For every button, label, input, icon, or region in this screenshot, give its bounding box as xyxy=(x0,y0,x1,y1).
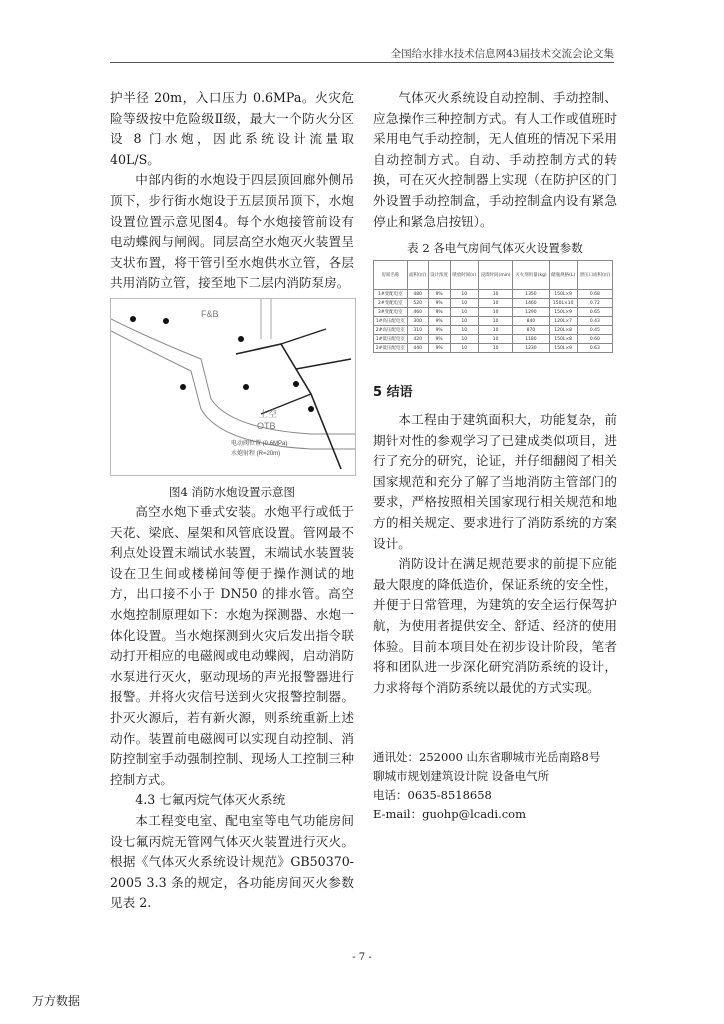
table-cell: 440 xyxy=(407,344,428,353)
table-cell: 9% xyxy=(428,344,450,353)
figure-caption: 图4 消防水炮设置示意图 xyxy=(169,485,295,499)
table-cell: 480 xyxy=(407,290,428,299)
table-cell: 2#低压配电室 xyxy=(374,344,408,353)
table-cell: 150L×9 xyxy=(549,308,577,317)
cannon-marker xyxy=(130,316,136,322)
paragraph: 本工程变电室、配电室等电气功能房间设七氟丙烷无管网气体灭火装置进行灭火。根据《气体灭火系统设计规范》GB50370-2005 3.3 条的规定，各功能房间灭火参数见表 2. xyxy=(110,812,354,911)
cannon-marker xyxy=(308,406,314,412)
right-column xyxy=(373,88,617,232)
table-cell: 2#高压配电室 xyxy=(374,326,408,335)
table-cell: 870 xyxy=(513,326,549,335)
table-cell: 0.60 xyxy=(577,335,612,344)
table-header: 浸渍时间(min) xyxy=(478,261,513,290)
table-header: 设计浓度 xyxy=(428,261,450,290)
section-title: 5 结语 xyxy=(373,385,413,400)
table-cell: 2#变配电室 xyxy=(374,299,408,308)
table-body xyxy=(374,290,613,353)
table-cell: 10 xyxy=(478,335,513,344)
contact-address: 通讯处：252000 山东省聊城市光岳南路8号 xyxy=(373,750,601,764)
subheading: 4.3 七氟丙烷气体灭火系统 xyxy=(135,792,286,808)
paragraph: 中部内街的水炮设于四层顶回廊外侧吊顶下，步行街水炮设于五层顶吊顶下，水炮设置位置示意见图4。每个水炮接管前设有电动蝶阀与闸阀。同层高空水炮灭火装置呈支状布置，将干管引至水炮供水立管，各层共用消防立管，接至地下二层内消防泵房。 xyxy=(110,172,354,291)
cannon-marker xyxy=(243,384,249,390)
table-cell: 1350 xyxy=(513,290,549,299)
table-cell: 10 xyxy=(450,335,478,344)
table-cell: 840 xyxy=(513,317,549,326)
table-cell: 1460 xyxy=(513,299,549,308)
watermark: 万方数据 xyxy=(32,994,81,1008)
parameter-table xyxy=(373,260,613,353)
table-cell: 1180 xyxy=(513,335,549,344)
legend-valve: 电动阀位置 (0.6MPa) xyxy=(231,441,288,447)
table-header: 储瓶规格(L) xyxy=(549,261,577,290)
table-row xyxy=(374,344,613,353)
journal-header: 全国给水排水技术信息网43届技术交流会论文集 xyxy=(390,48,614,60)
header-rule xyxy=(110,62,614,63)
label-upper: 上空 xyxy=(259,409,278,419)
table-cell: 9% xyxy=(428,299,450,308)
table-cell: 3#变配电室 xyxy=(374,308,408,317)
cannon-marker xyxy=(163,318,169,324)
table-cell: 9% xyxy=(428,290,450,299)
table-cell: 10 xyxy=(478,299,513,308)
table-cell: 9% xyxy=(428,326,450,335)
table-cell: 150L×9 xyxy=(549,344,577,353)
figure-water-cannon-layout xyxy=(110,298,356,476)
contact-org: 聊城市规划建筑设计院 设备电气所 xyxy=(373,769,550,783)
floor-plan-diagram xyxy=(111,299,355,475)
table-cell: 150L×10 xyxy=(549,299,577,308)
label-otb: OTB xyxy=(257,421,276,431)
page-number: - 7 - xyxy=(352,952,372,963)
wall-line xyxy=(261,299,271,339)
cannon-marker xyxy=(238,336,244,342)
author-contact xyxy=(373,748,623,824)
table-cell: 1#变配电室 xyxy=(374,290,408,299)
table-row xyxy=(374,326,613,335)
table-row xyxy=(374,290,613,299)
table-cell: 150L×8 xyxy=(549,335,577,344)
label-fb: F&B xyxy=(201,309,219,319)
conclusion-text xyxy=(373,410,617,698)
pipe-branch xyxy=(261,329,351,414)
table-header: 泄压口面积(㎡) xyxy=(577,261,612,290)
table-cell: 0.65 xyxy=(577,308,612,317)
table-row xyxy=(374,335,613,344)
table-cell: 10 xyxy=(450,344,478,353)
table-cell: 9% xyxy=(428,308,450,317)
legend-range: 水炮射程 (R=20m) xyxy=(231,451,281,457)
corridor-outline xyxy=(111,319,355,434)
table-header: 喷放时间(s) xyxy=(450,261,478,290)
paragraph: 消防设计在满足规范要求的前提下应能最大限度的降低造价，保证系统的安全性，并便于日常管理，为建筑的安全运行保驾护航，为使用者提供安全、舒适、经济的使用体验。目前本项目处在初步设计阶段，笔者将和团队进一步深化研究消防系统的设计，力求将每个消防系统以最优的方式实现。 xyxy=(373,556,617,695)
table-cell: 1290 xyxy=(513,308,549,317)
table-cell: 0.45 xyxy=(577,326,612,335)
table-cell: 300 xyxy=(407,317,428,326)
table-cell: 520 xyxy=(407,299,428,308)
table-cell: 1#低压配电室 xyxy=(374,335,408,344)
table-cell: 10 xyxy=(478,344,513,353)
table-row xyxy=(374,308,613,317)
table-cell: 120L×8 xyxy=(549,326,577,335)
cannon-marker xyxy=(180,384,186,390)
table-caption: 表 2 各电气房间气体灭火设置参数 xyxy=(407,241,583,255)
table-cell: 10 xyxy=(450,290,478,299)
table-cell: 10 xyxy=(450,317,478,326)
contact-email: E-mail：guohp@lcadi.com xyxy=(373,807,527,821)
table-cell: 10 xyxy=(450,308,478,317)
table-cell: 1230 xyxy=(513,344,549,353)
table-cell: 0.68 xyxy=(577,290,612,299)
table-cell: 9% xyxy=(428,317,450,326)
table-cell: 460 xyxy=(407,308,428,317)
table-header: 房间名称 xyxy=(374,261,408,290)
paragraph: 护半径 20m，入口压力 0.6MPa。火灾危险等级按中危险级Ⅱ级，最大一个防火分区设 8 门水炮，因此系统设计流量取 40L/S。 xyxy=(110,90,354,167)
table-header: 灭火剂用量(kg) xyxy=(513,261,549,290)
table-row xyxy=(374,317,613,326)
table-cell: 1#高压配电室 xyxy=(374,317,408,326)
table-cell: 10 xyxy=(450,326,478,335)
paragraph: 本工程由于建筑面积大，功能复杂，前期针对性的参观学习了已建成类似项目，进行了充分的研究，论证，并仔细翻阅了相关国家规范和充分了解了当地消防主管部门的要求，严格按照相关国家现行相关规范和地方的相关规定、要求进行了消防系统的方案设计。 xyxy=(373,412,617,551)
cannon-marker xyxy=(293,381,299,387)
left-column xyxy=(110,88,354,294)
table-cell: 0.72 xyxy=(577,299,612,308)
table-cell: 420 xyxy=(407,335,428,344)
table-cell: 10 xyxy=(478,326,513,335)
table-cell: 0.43 xyxy=(577,317,612,326)
paragraph: 高空水炮下垂式安装。水炮平行或低于天花、梁底、屋架和风管底设置。管网最不利点处设置末端试水装置，末端试水装置装设在卫生间或楼梯间等便于操作测试的地方，出口接不小于 DN50 的排水管。高空水炮控制原理如下：水炮为探测器、水炮一体化设置。当水炮探测到火灾后发出指令联动打开相应的电磁阀或电动蝶阀，启动消防水泵进行灭火，驱动现场的声光报警器进行报警。并将火灾信号送到火灾报警控制器。扑灭火源后，若有新火源，则系统重新上述动作。装置前电磁阀可以实现自动控制、消防控制室手动强制控制、现场人工控制三种控制方式。 xyxy=(110,504,354,787)
contact-phone: 电话：0635-8518658 xyxy=(373,788,492,802)
table-cell: 10 xyxy=(478,290,513,299)
table-cell: 0.63 xyxy=(577,344,612,353)
table-header: 面积(㎡) xyxy=(407,261,428,290)
table-cell: 10 xyxy=(478,317,513,326)
table-cell: 120L×7 xyxy=(549,317,577,326)
table-cell: 310 xyxy=(407,326,428,335)
table-row xyxy=(374,299,613,308)
table-cell: 10 xyxy=(478,308,513,317)
paragraph: 气体灭火系统设自动控制、手动控制、应急操作三种控制方式。有人工作或值班时采用电气手动控制，无人值班的情况下采用自动控制方式。自动、手动控制方式的转换，可在灭火控制器上实现（在防护区的门外设置手动控制盒，手动控制盒内设有紧急停止和紧急启按钮）。 xyxy=(373,90,617,229)
left-column-continued xyxy=(110,502,354,914)
table-cell: 9% xyxy=(428,335,450,344)
table-cell: 10 xyxy=(450,299,478,308)
corridor-outline xyxy=(111,331,355,449)
table-header-row xyxy=(374,261,613,290)
table-cell: 150L×9 xyxy=(549,290,577,299)
